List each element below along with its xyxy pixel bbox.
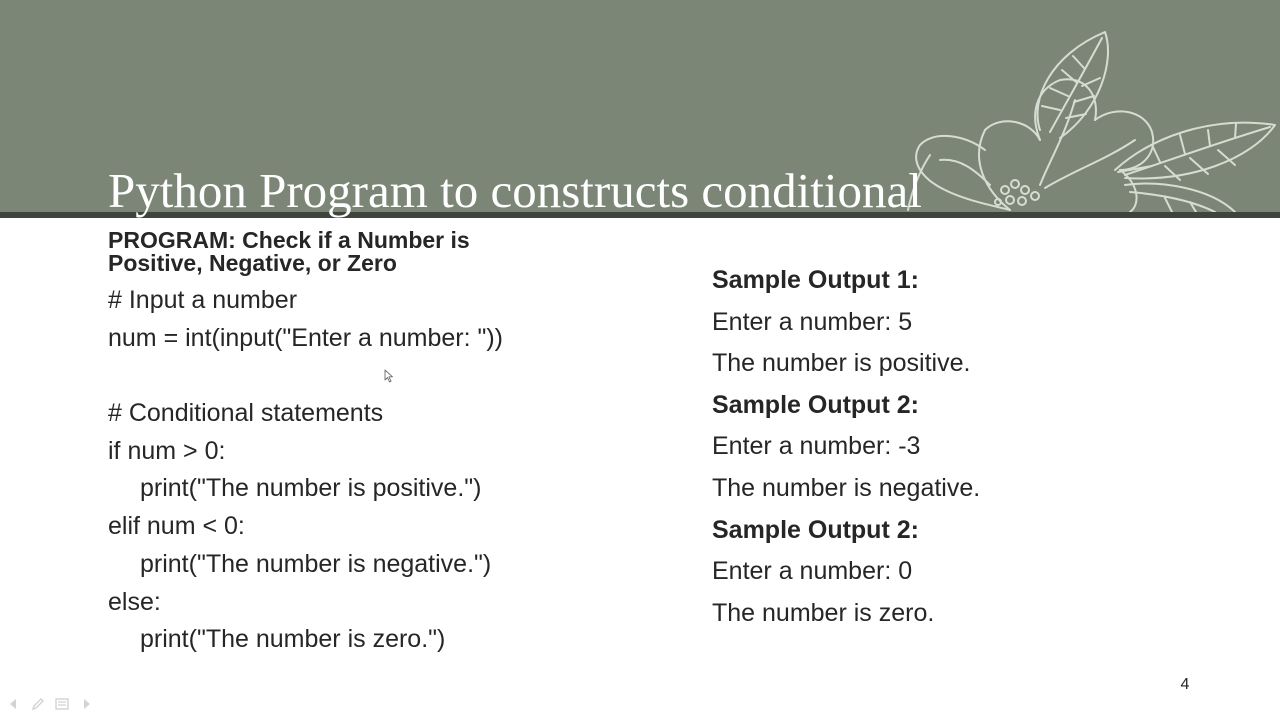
program-heading-line-2: Positive, Negative, or Zero <box>108 250 397 276</box>
program-heading <box>108 229 628 275</box>
code-line-else: else: <box>108 587 161 616</box>
sample-outputs <box>712 260 1232 634</box>
sample-output-1-input: Enter a number: 5 <box>712 307 913 336</box>
next-slide-icon[interactable] <box>78 697 94 711</box>
slideshow-toolbar[interactable] <box>6 696 106 712</box>
slide-menu-icon[interactable] <box>54 697 70 711</box>
code-line-print-positive: print("The number is positive.") <box>140 474 482 503</box>
prev-slide-icon[interactable] <box>6 697 22 711</box>
code-line-print-negative: print("The number is negative.") <box>140 549 492 578</box>
mouse-pointer-icon <box>384 369 394 383</box>
code-line-comment-conditional: # Conditional statements <box>108 399 384 428</box>
sample-output-2-input: Enter a number: -3 <box>712 432 921 461</box>
sample-output-3-heading: Sample Output 2: <box>712 515 919 544</box>
code-block <box>108 282 668 659</box>
sample-output-3-input: Enter a number: 0 <box>712 557 913 586</box>
slide-page-number: 4 <box>1180 676 1190 693</box>
code-line-input: num = int(input("Enter a number: ")) <box>108 323 503 352</box>
sample-output-3-result: The number is zero. <box>712 598 935 627</box>
slide-title-line-1: Python Program to constructs conditional <box>108 163 922 218</box>
slide-title-line-2: statements <box>108 337 315 392</box>
program-heading-line-1: PROGRAM: Check if a Number is <box>108 227 470 253</box>
code-line-comment-input: # Input a number <box>108 286 298 314</box>
code-line-if: if num > 0: <box>108 436 226 465</box>
sample-output-2-heading: Sample Output 2: <box>712 390 919 419</box>
sample-output-2-result: The number is negative. <box>712 473 981 502</box>
code-line-elif: elif num < 0: <box>108 512 245 541</box>
sample-output-1-result: The number is positive. <box>712 349 971 378</box>
sample-output-1-heading: Sample Output 1: <box>712 266 919 294</box>
code-line-print-zero: print("The number is zero.") <box>140 625 446 654</box>
pen-icon[interactable] <box>30 697 46 711</box>
